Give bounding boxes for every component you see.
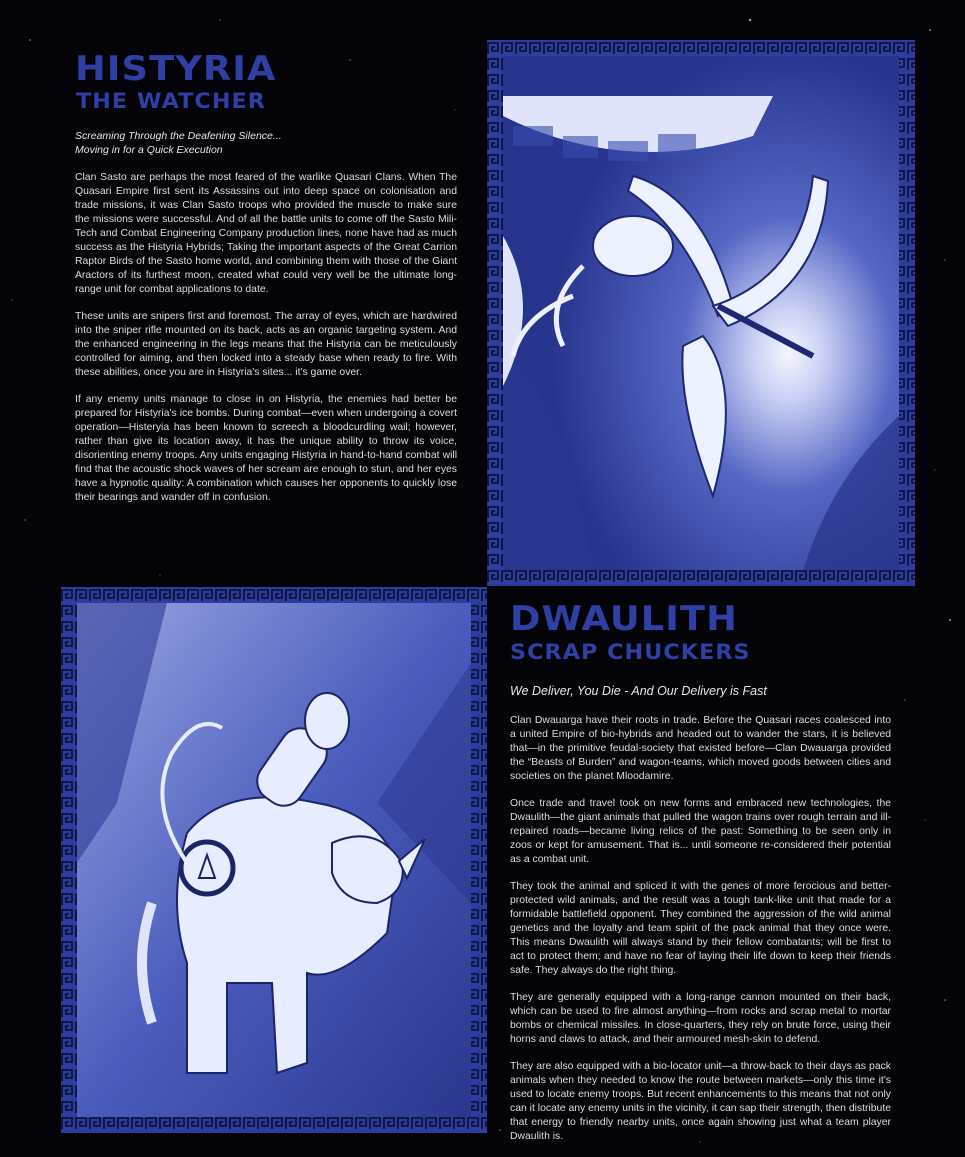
dwaulith-subtitle: SCRAP CHUCKERS	[510, 640, 751, 664]
dwaulith-title: DWAULITH	[510, 599, 738, 639]
dwaulith-paragraph: They are also equipped with a bio-locator unit—a throw-back to their days as pack animals when they needed to know the route between markets—only this time it's used to locate enemy troops. But recent enhancements to this means that not only can it locate any enemy units in the vicinity, it can sap their strength, then distribute that energy to friendly nearby units, once again showing just what a team player Dwaulith is.	[510, 1061, 891, 1142]
histyria-paragraph: These units are snipers first and foremost. The array of eyes, which are hardwired into the sniper rifle mounted on its back, acts as an organic targeting system. And the enhanced engineering in the legs means that the Histyria can be meticulously controlled for aiming, and then locked into a steady base when ready to fire. With these abilities, once you are in Histyria's sites... it's game over.	[75, 311, 457, 378]
dwaulith-paragraph: Once trade and travel took on new forms and embraced new technologies, the Dwaulith—the giant animals that pulled the wagon trains over rough terrain and ill-repaired roads—became living relics of the past: Something to be seen only in zoos or kept for amusement. That is... until someone re-considered their potential as a combat unit.	[510, 798, 891, 865]
dwaulith-body	[510, 714, 891, 1157]
dwaulith-image-frame	[61, 587, 487, 1133]
dwaulith-tagline: We Deliver, You Die - And Our Delivery is Fast	[510, 684, 767, 698]
dwaulith-illustration	[77, 603, 471, 1117]
dwaulith-paragraph: Clan Dwauarga have their roots in trade. Before the Quasari races coalesced into a united Empire of bio-hybrids and headed out to wander the stars, it is believed that—in the primitive feudal-society that existed before—Clan Dwauarga provided the “Beasts of Burden” and wagon-teams, which moved goods between cities and societies on the planet Mloodamire.	[510, 715, 891, 782]
histyria-tagline-2: Moving in for a Quick Execution	[75, 144, 223, 156]
histyria-subtitle: THE WATCHER	[76, 89, 266, 113]
histyria-illustration	[503, 56, 899, 570]
histyria-paragraph: If any enemy units manage to close in on Histyria, the enemies had better be prepared for Histyria's ice bombs. During combat—even when undergoing a covert operation—Histeryia has been known to screech a bloodcurdling wail; however, rather than give its location away, it has the unique ability to throw its voice, disorienting enemy troops. Any units engaging Histyria in hand-to-hand combat will find that the acoustic shock waves of her scream are enough to stun, and her eyes have a hypnotic quality: A combination which causes her opponents to quickly lose their bearings and wander off in confusion.	[75, 394, 457, 503]
histyria-tagline-1: Screaming Through the Deafening Silence...	[75, 130, 282, 142]
histyria-paragraph: Clan Sasto are perhaps the most feared of the warlike Quasari Clans. When The Quasari Empire first sent its Assassins out into deep space on colonisation and trade missions, it was Clan Sasto troops who provided the muscle to make sure the missions were successful. And of all the battle units to come off the Sasto Mili-Tech and Combat Engineering Company production lines, none have had as much success as the Histyria Hybrids; Taking the important aspects of the Great Carrion Raptor Birds of the Sasto home world, and combining them with those of the Giant Aractors of its furthest moon, created what could very well be the ultimate long-range unit for combat applications to date.	[75, 172, 457, 295]
histyria-title: HISTYRIA	[75, 49, 277, 89]
dwaulith-paragraph: They took the animal and spliced it with the genes of more ferocious and better-protected wild animals, and the result was a tough tank-like unit that made for a formidable battlefield opponent. They combined the aggression of the wild animal genetics and the loyalty and team spirit of the pack animal that they once were. This means Dwaulith will always stand by their fellow combatants; will be first to act to protect them; and have no fear of laying their life down to keep their friends safe. They always do the right thing.	[510, 881, 891, 976]
histyria-image-frame	[487, 40, 915, 586]
dwaulith-paragraph: They are generally equipped with a long-range cannon mounted on their back, which can be used to fire almost anything—from rocks and scrap metal to mortar bombs or chemical missiles. In close-quarters, they rely on brute force, using their horns and claws to attack, and their armoured mesh-skin to defend.	[510, 992, 891, 1045]
histyria-body	[75, 171, 457, 518]
